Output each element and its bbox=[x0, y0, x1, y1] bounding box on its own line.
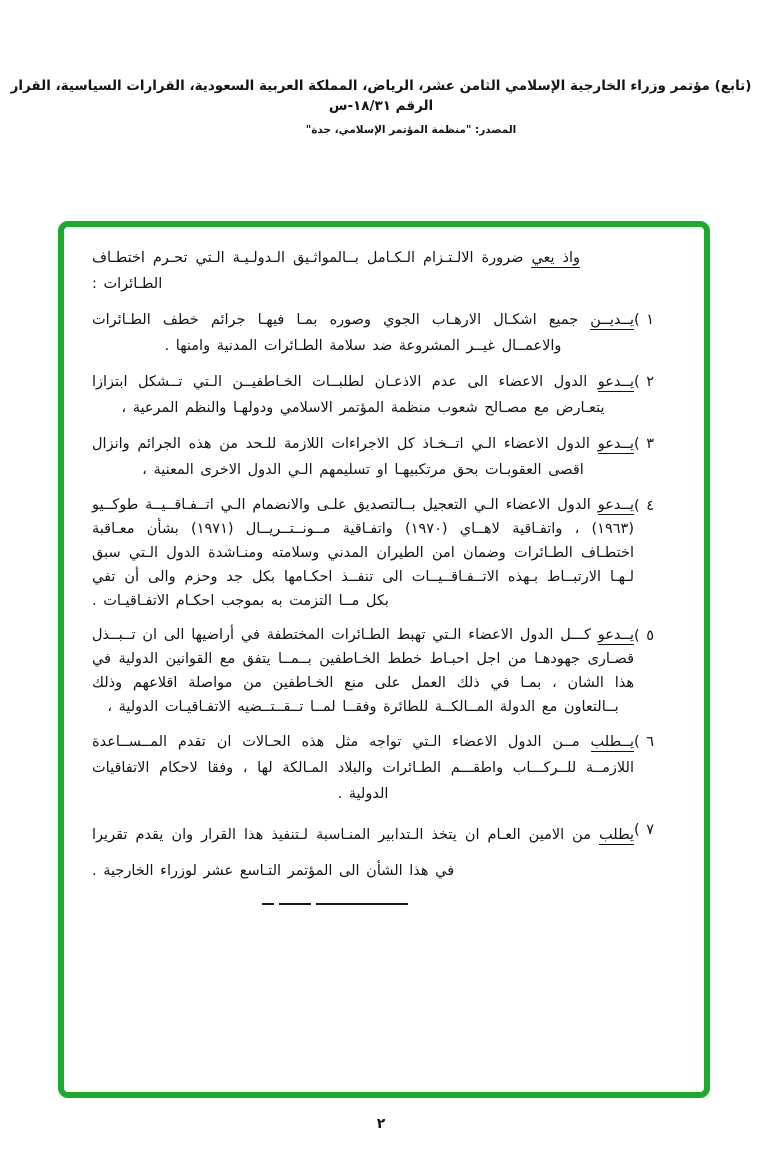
item-body-text: من الامين العـام ان يتخذ الـتدابير المنـاسبة لـتنفيذ هذا القرار وان يقدم تقريرا في هذا الشأن الى المؤتمر التـاسع عشر لوزراء الخارجية . bbox=[92, 827, 591, 879]
resolution-item bbox=[92, 729, 668, 807]
item-number: ( ١ bbox=[634, 312, 655, 328]
end-divider-line bbox=[92, 903, 408, 905]
resolution-item bbox=[92, 817, 668, 889]
item-number: ( ٢ bbox=[634, 374, 655, 390]
item-number: ( ٣ bbox=[634, 436, 655, 452]
item-lead-word: يــديــن bbox=[590, 312, 635, 328]
resolution-body bbox=[64, 227, 704, 905]
item-text bbox=[92, 623, 634, 719]
item-text bbox=[92, 431, 634, 483]
item-lead-word: يــطلب bbox=[590, 734, 634, 750]
item-body-text: مــن الدول الاعضاء الـتي تواجه مثل هذه الحـالات ان تقدم المــســاعدة اللازمــة للــركـــاب واطقـــم الطـائرات والبلاد المـالكة لها ، وفقا لاحكام الاتفاقيات الدولية . bbox=[92, 734, 634, 802]
item-lead-word: يــدعو bbox=[597, 436, 634, 452]
item-lead-word: يــدعو bbox=[597, 374, 634, 390]
item-number: ( ٧ bbox=[634, 822, 655, 838]
resolution-item bbox=[92, 307, 668, 359]
resolution-item bbox=[92, 493, 668, 613]
document-source-line: المصدر: "منظمة المؤتمر الإسلامي، جدة" bbox=[305, 124, 517, 136]
item-body-text: كـــل الدول الاعضاء الـتي تهبط الطـائرات المختطفة في أراضيها الى ان تــبــذل قصـارى جهودهـا من اجل احبـاط خطط الخـاطفين بــمــا يتفق مع القوانين الدولية في هذا الشان ، بمـا في ذلك العمل على منع الخـاطفين من مواصلة اقلاعهم وذلك بــالتعاون مع الدولة المــالكــة للطائرة وفقــا لمــا تــقــتــضيه الاتفـاقيـات الدولية ، bbox=[92, 627, 634, 715]
intro-paragraph bbox=[92, 245, 580, 297]
item-body-text: الدول الاعضاء الـي اتــخـاذ كل الاجراءات اللازمة للـحد من هذه الجرائم وانزال اقصى العقوبـات بحق مرتكبيهـا او تسليمهم الـي الدول الاخرى المعنية ، bbox=[92, 436, 590, 478]
resolution-item bbox=[92, 623, 668, 719]
resolution-items bbox=[92, 307, 668, 889]
item-body-text: الدول الاعضاء الـي التعجيل بــالتصديق علـى والانضمام الـي اتــفـاقــيــة طوكــيو (١٩٦٣) ، واتفـاقية لاهــاي (١٩٧٠) واتفـاقية مــونــتــريــال (١٩٧١) بشأن معـاقبة اختطـاف الطـائرات وضمان امن الطيران المدني وسلامته ومنـاشدة الدول الـتي سبق لـهـا الارتبــاط بـهذه الاتــفـاقــيــات الى تنفــذ احكـامها بكل جد وحزم والى أن تفي بكل مــا التزمت به بموجب احكـام الاتفـاقيـات . bbox=[92, 497, 634, 609]
item-lead-word: يــدعو bbox=[597, 497, 635, 513]
item-text bbox=[92, 307, 634, 359]
intro-lead-word: واذ يعي bbox=[531, 250, 580, 266]
item-body-text: الدول الاعضاء الى عدم الاذعـان لطلبــات الخـاطفيــن الـتي تــشكل ابتزازا يتعـارض مع مصـالح شعوب منظمة المؤتمر الاسلامي ودولهـا والنظم المرعية ، bbox=[92, 374, 605, 416]
resolution-item bbox=[92, 369, 668, 421]
item-number: ( ٦ bbox=[634, 734, 655, 750]
item-number: ( ٤ bbox=[634, 498, 655, 514]
divider-segment bbox=[316, 903, 408, 905]
item-body-text: جميع اشكـال الارهـاب الجوي وصوره بمـا فيهـا جرائم خطف الطـائرات والاعمــال غيــر المشروعة ضد سلامة الطـائرات المدنية وامنها . bbox=[92, 312, 579, 354]
item-text bbox=[92, 729, 634, 807]
item-lead-word: يــدعو bbox=[597, 627, 635, 643]
item-text bbox=[92, 369, 634, 421]
page-number: ٢ bbox=[376, 1116, 386, 1132]
green-highlight-frame bbox=[58, 221, 710, 1098]
item-text bbox=[92, 493, 634, 613]
document-header-line: (تابع) مؤتمر وزراء الخارجية الإسلامي الثامن عشر، الرياض، المملكة العربية السعودية، القرارات السياسية، القرار الرقم ١٨/٣١-س bbox=[10, 78, 752, 114]
divider-segment bbox=[262, 903, 274, 905]
divider-segment bbox=[279, 903, 311, 905]
item-text bbox=[92, 817, 634, 889]
intro-text: ضرورة الالـتـزام الـكـامل بــالمواثـيق الـدولـيـة الـتي تحـرم اختطـاف الطـائرات : bbox=[92, 250, 524, 292]
resolution-item bbox=[92, 431, 668, 483]
item-lead-word: يطلب bbox=[599, 827, 634, 843]
item-number: ( ٥ bbox=[634, 628, 655, 644]
